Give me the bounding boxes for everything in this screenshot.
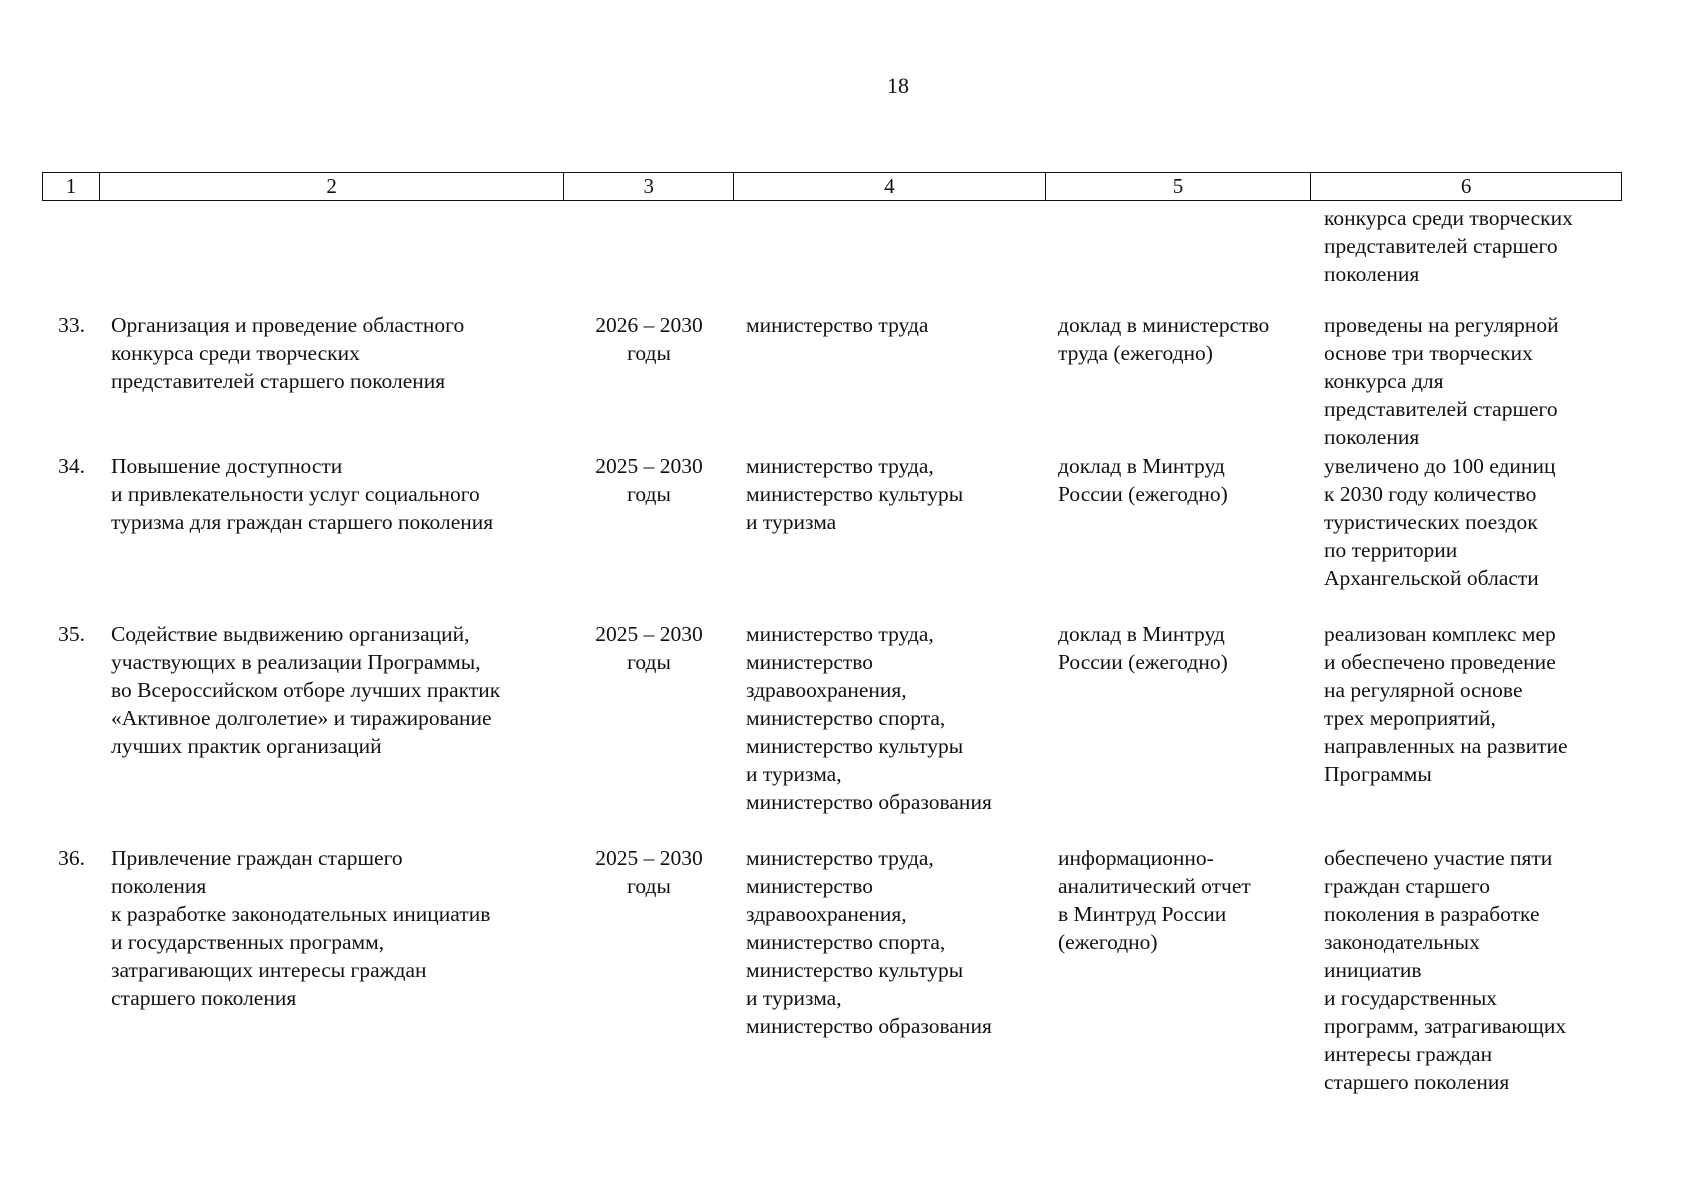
result-cell: конкурса среди творческих представителей старшего поколения <box>1324 206 1573 286</box>
period-cell: 2026 – 2030 годы <box>595 313 703 365</box>
table-row <box>42 620 1622 816</box>
result-cell: реализован комплекс мер и обеспечено проведение на регулярной основе трех мероприятий, направленных на развитие Программы <box>1324 622 1568 786</box>
row-number: 35. <box>58 622 85 646</box>
row-number: 34. <box>58 454 85 478</box>
header-cell: 2 <box>100 173 564 200</box>
table-row <box>42 311 1622 451</box>
period-cell: 2025 – 2030 годы <box>595 622 703 674</box>
page-number: 18 <box>887 73 909 98</box>
table-row <box>42 844 1622 1096</box>
header-cell: 3 <box>564 173 734 200</box>
header-cell: 1 <box>43 173 100 200</box>
table-header <box>42 172 1622 201</box>
event-cell: Содействие выдвижению организаций, участвующих в реализации Программы, во Всероссийском отборе лучших практик «Активное долголетие» и тиражирование лучших практик организаций <box>111 622 501 758</box>
period-cell: 2025 – 2030 годы <box>595 846 703 898</box>
row-number: 36. <box>58 846 85 870</box>
event-cell: Повышение доступности и привлекательности услуг социального туризма для граждан старшего поколения <box>111 454 494 534</box>
header-cell: 6 <box>1460 174 1472 198</box>
row-number: 33. <box>58 313 85 337</box>
report-cell: доклад в Минтруд России (ежегодно) <box>1058 454 1228 506</box>
event-cell: Организация и проведение областного конкурса среди творческих представителей старшего поколения <box>111 313 465 393</box>
executor-cell: министерство труда, министерство здравоохранения, министерство спорта, министерство культуры и туризма, министерство образования <box>746 846 992 1038</box>
table-row-continuation <box>42 204 1622 288</box>
report-cell: доклад в министерство труда (ежегодно) <box>1058 313 1270 365</box>
result-cell: проведены на регулярной основе три творческих конкурса для представителей старшего поколения <box>1324 313 1559 449</box>
result-cell: увеличено до 100 единиц к 2030 году количество туристических поездок по территории Архангельской области <box>1324 454 1556 590</box>
report-cell: доклад в Минтруд России (ежегодно) <box>1058 622 1228 674</box>
period-cell: 2025 – 2030 годы <box>595 454 703 506</box>
event-cell: Привлечение граждан старшего поколения к разработке законодательных инициатив и государственных программ, затрагивающих интересы граждан старшего поколения <box>111 846 491 1010</box>
executor-cell: министерство труда, министерство культуры и туризма <box>746 454 964 534</box>
result-cell: обеспечено участие пяти граждан старшего поколения в разработке законодательных инициатив и государственных программ, затрагивающих интересы граждан старшего поколения <box>1324 846 1567 1094</box>
header-cell: 4 <box>734 173 1046 200</box>
header-cell: 5 <box>1046 173 1312 200</box>
report-cell: информационно- аналитический отчет в Минтруд России (ежегодно) <box>1058 846 1251 954</box>
executor-cell: министерство труда <box>746 313 929 337</box>
table-row <box>42 452 1622 592</box>
executor-cell: министерство труда, министерство здравоохранения, министерство спорта, министерство культуры и туризма, министерство образования <box>746 622 992 814</box>
